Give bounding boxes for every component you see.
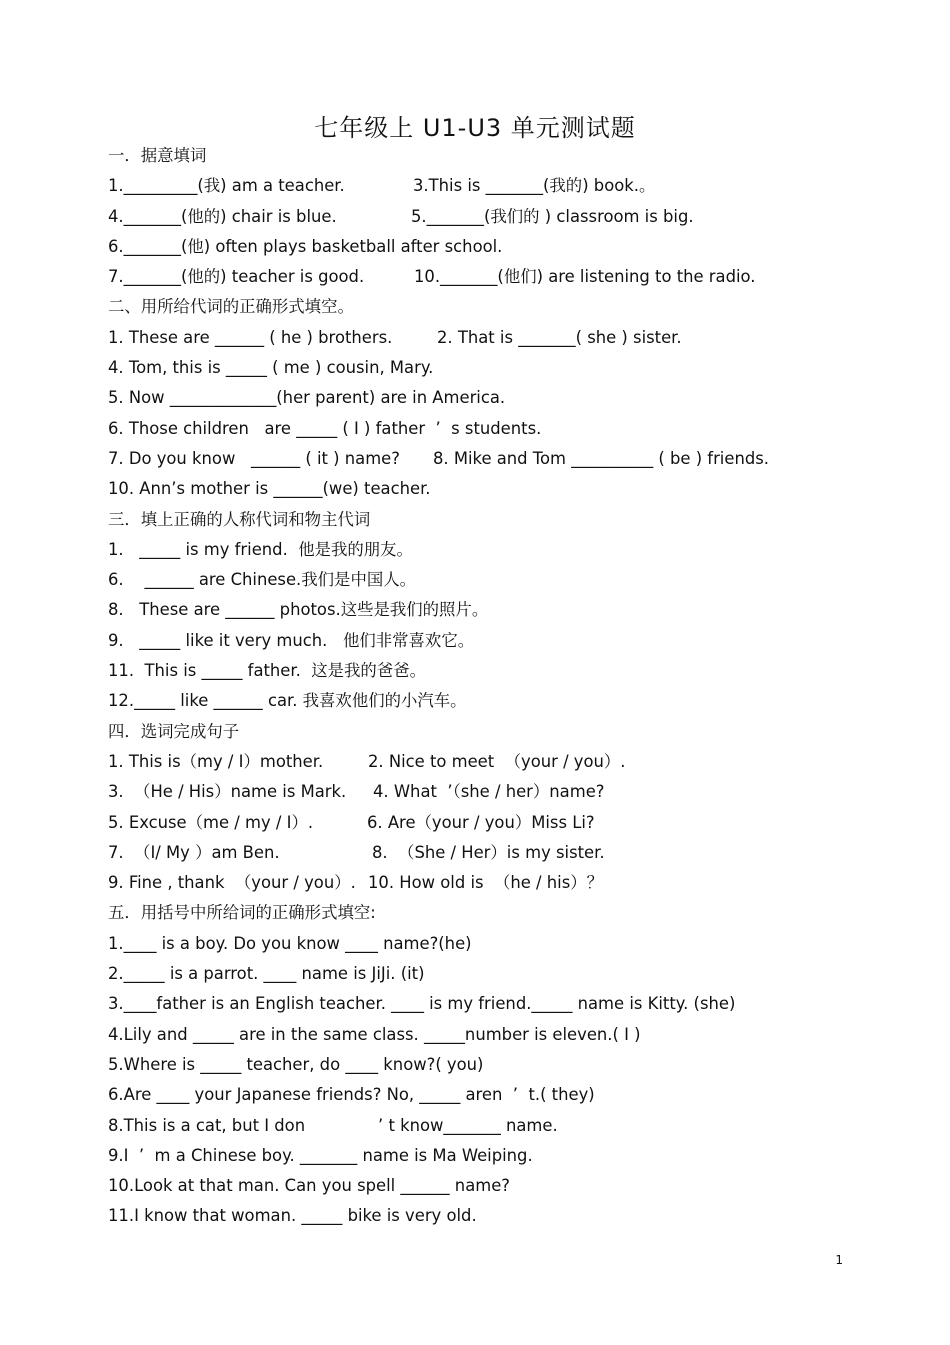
exercise-line [108, 353, 868, 383]
line-text: 9. Fine , thank （your / you）. [108, 873, 356, 893]
line-text: 1. These are ______ ( he ) brothers. [108, 327, 393, 347]
line-text: 4.Lily and _____ are in the same class. _____number is eleven.( I ) [108, 1024, 641, 1044]
exercise-line [108, 1141, 868, 1171]
line-text: 6.Are ____ your Japanese friends? No, _____ aren ’ t.( they) [108, 1085, 595, 1105]
exercise-line [108, 323, 868, 353]
exercise-line [108, 656, 868, 686]
exercise-line [108, 262, 868, 292]
line-text: 6. ______ are Chinese.我们是中国人。 [108, 570, 417, 590]
exercise-line [108, 505, 868, 535]
exercise-line [108, 292, 868, 322]
line-text: 11.I know that woman. _____ bike is very old. [108, 1206, 477, 1226]
line-text: 5. Excuse（me / my / I）. [108, 812, 314, 832]
exercise-line [108, 989, 868, 1019]
line-text: 3. （He / His）name is Mark. [108, 782, 347, 802]
exercise-line [108, 1080, 868, 1110]
line-text: 1. This is（my / I）mother. [108, 751, 324, 771]
exercise-line [108, 171, 868, 201]
exercise-line [108, 141, 868, 171]
line-text: 五．用括号中所给词的正确形式填空: [108, 903, 376, 923]
exercise-line [108, 474, 868, 504]
page-title: 七年级上 U1-U3 单元测试题 [314, 114, 636, 142]
exercise-line [108, 383, 868, 413]
line-text-second: 8. （She / Her）is my sister. [372, 842, 605, 862]
line-text-second: 5._______(我们的 ) classroom is big. [411, 206, 694, 226]
exercise-line [108, 626, 868, 656]
exercise-line [108, 929, 868, 959]
exercise-line [108, 1201, 868, 1231]
line-text: 5. Now _____________(her parent) are in America. [108, 388, 506, 408]
line-text: 四．选词完成句子 [108, 721, 240, 741]
line-text: 2._____ is a parrot. ____ name is JiJi. (it) [108, 964, 425, 984]
line-text: 4. Tom, this is _____ ( me ) cousin, Mary. [108, 358, 434, 378]
line-text: 4._______(他的) chair is blue. [108, 206, 337, 226]
exercise-line [108, 1020, 868, 1050]
exercise-line [108, 444, 868, 474]
line-text: 9.I ’ m a Chinese boy. _______ name is Ma Weiping. [108, 1145, 533, 1165]
line-text: 10.Look at that man. Can you spell ______ name? [108, 1176, 510, 1196]
line-text-second: 2. That is _______( she ) sister. [437, 327, 682, 347]
line-text-second: 2. Nice to meet （your / you）. [368, 751, 626, 771]
line-text-second: 10._______(他们) are listening to the radio. [414, 267, 756, 287]
exercise-line [108, 717, 868, 747]
line-text-second: 6. Are（your / you）Miss Li? [367, 812, 595, 832]
exercise-line [108, 747, 868, 777]
line-text-second: 10. How old is （he / his）？ [368, 873, 604, 893]
line-text: 一．据意填词 [108, 146, 207, 165]
line-text: 7. Do you know ______ ( it ) name? [108, 448, 400, 468]
line-text: 三．填上正确的人称代词和物主代词 [108, 509, 371, 529]
exercise-line [108, 777, 868, 807]
exercise-body [108, 141, 868, 1232]
exercise-line [108, 898, 868, 928]
exercise-line [108, 565, 868, 595]
exercise-line [108, 808, 868, 838]
exercise-line [108, 1050, 868, 1080]
line-text: 8.This is a cat, but I don ’ t know_______ name. [108, 1115, 558, 1135]
line-text: 1._________(我) am a teacher. [108, 176, 345, 196]
line-text: 8. These are ______ photos.这些是我们的照片。 [108, 600, 489, 620]
line-text: 3.____father is an English teacher. ____ is my friend._____ name is Kitty. (she) [108, 994, 736, 1014]
exercise-line [108, 535, 868, 565]
exercise-line [108, 1171, 868, 1201]
line-text: 6._______(他) often plays basketball after school. [108, 236, 503, 256]
exercise-line [108, 686, 868, 716]
exercise-line [108, 232, 868, 262]
line-text: 5.Where is _____ teacher, do ____ know?( you) [108, 1054, 484, 1074]
line-text: 1. _____ is my friend. 他是我的朋友。 [108, 539, 413, 559]
line-text-second: 4. What ’（she / her）name? [373, 782, 605, 802]
exercise-line [108, 202, 868, 232]
line-text: 6. Those children are _____ ( I ) father ’ s students. [108, 418, 542, 438]
line-text: 10. Ann’s mother is ______(we) teacher. [108, 479, 431, 499]
exercise-line [108, 414, 868, 444]
line-text: 二、用所给代词的正确形式填空。 [108, 297, 354, 317]
exercise-line [108, 595, 868, 625]
line-text: 12._____ like ______ car. 我喜欢他们的小汽车。 [108, 691, 467, 711]
line-text: 11. This is _____ father. 这是我的爸爸。 [108, 661, 426, 681]
line-text: 1.____ is a boy. Do you know ____ name?(he) [108, 933, 472, 953]
line-text: 9. _____ like it very much. 他们非常喜欢它。 [108, 630, 475, 650]
line-text-second: 3.This is _______(我的) book.。 [413, 176, 656, 196]
exercise-line [108, 1111, 868, 1141]
line-text-second: 8. Mike and Tom __________ ( be ) friends. [433, 448, 769, 468]
exercise-line [108, 868, 868, 898]
line-text: 7._______(他的) teacher is good. [108, 267, 365, 287]
exercise-line [108, 959, 868, 989]
page-number: 1 [835, 1253, 843, 1267]
exercise-line [108, 838, 868, 868]
line-text: 7. （I/ My ）am Ben. [108, 842, 280, 862]
